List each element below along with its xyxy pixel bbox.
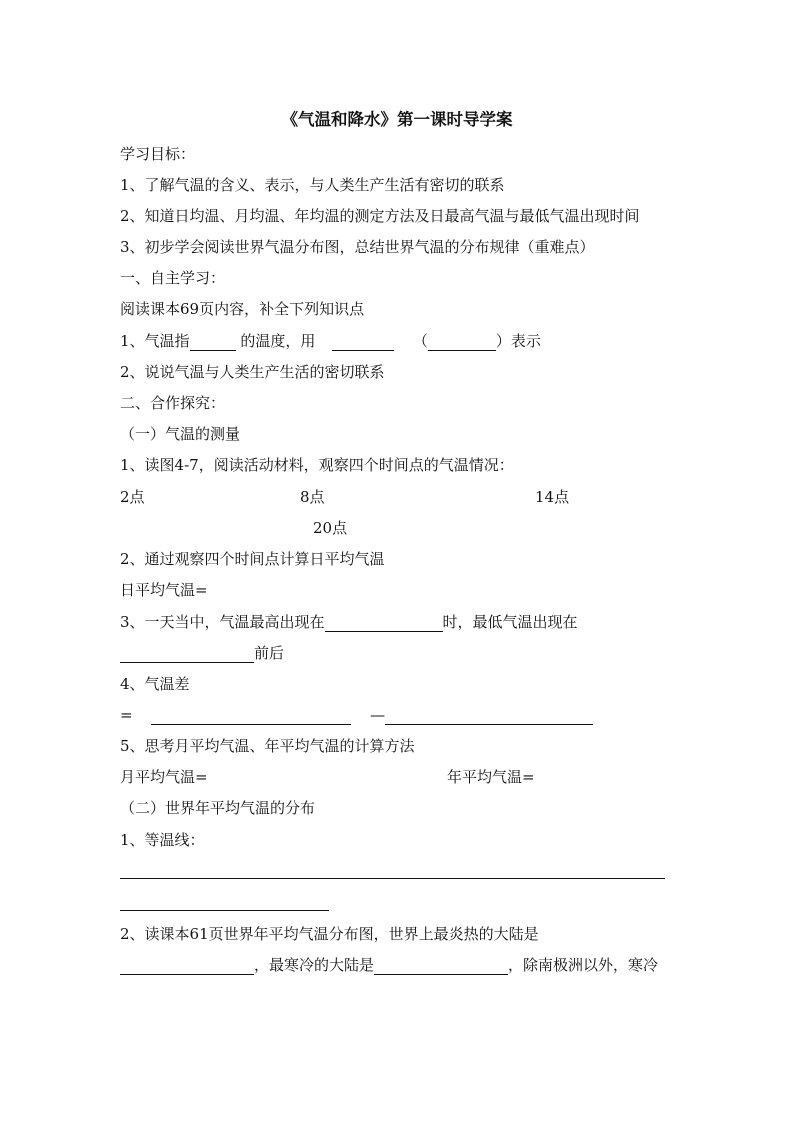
blank-max-temperature[interactable]: [151, 708, 351, 725]
time-8: 8点: [300, 488, 325, 506]
blank-lowest-time[interactable]: [120, 646, 254, 663]
part2-question-1: 1、等温线：: [120, 831, 205, 849]
time-14: 14点: [535, 488, 570, 506]
blank-hottest-continent[interactable]: [120, 958, 254, 975]
equals-sign: =: [120, 706, 133, 724]
temperature-difference-equation: [120, 705, 593, 725]
q1-text-a: 1、气温指: [120, 332, 190, 350]
part2-heading: （二）世界年平均气温的分布: [120, 799, 316, 817]
page-title: 《气温和降水》第一课时导学案: [281, 110, 513, 129]
part1-question-1: 1、读图4-7，阅读活动材料，观察四个时间点的气温情况：: [120, 456, 514, 474]
cooperation-heading: 二、合作探究：: [120, 394, 226, 412]
q1-text-b: 的温度，用: [240, 332, 316, 350]
daily-average-label: 日平均气温=: [120, 581, 208, 599]
answer-line-isotherm-2[interactable]: [120, 910, 329, 911]
goal-2: 2、知道日均温、月均温、年均温的测定方法及日最高气温与最低气温出现时间: [120, 207, 640, 225]
minus-sign: —: [370, 706, 386, 724]
goal-3: 3、初步学会阅读世界气温分布图，总结世界气温的分布规律（重难点）: [120, 238, 595, 256]
q3-text-b: 时，最低气温出现在: [442, 613, 578, 631]
part1-heading: （一）气温的测量: [120, 425, 241, 443]
part1-question-2: 2、通过观察四个时间点计算日平均气温: [120, 550, 385, 568]
time-2: 2点: [120, 488, 145, 506]
blank-min-temperature[interactable]: [385, 708, 593, 725]
blank-unit-symbol[interactable]: [428, 334, 496, 351]
part1-question-3-cont: [120, 643, 284, 663]
self-study-heading: 一、自主学习：: [120, 269, 226, 287]
part1-question-5: 5、思考月平均气温、年平均气温的计算方法: [120, 737, 415, 755]
part2-question-2: 2、读课本61页世界年平均气温分布图，世界上最炎热的大陆是: [120, 925, 539, 943]
self-study-question-2: 2、说说气温与人类生产生活的密切联系: [120, 363, 385, 381]
monthly-average-label: 月平均气温=: [120, 768, 208, 786]
yearly-average-label: 年平均气温=: [447, 768, 535, 786]
answer-line-isotherm-1[interactable]: [120, 878, 665, 879]
goals-heading: 学习目标：: [120, 145, 196, 163]
q2-text-b: ，最寒冷的大陆是: [254, 956, 375, 974]
q3-text-a: 3、一天当中，气温最高出现在: [120, 613, 325, 631]
self-study-intro: 阅读课本69页内容，补全下列知识点: [120, 300, 365, 318]
part1-question-4: 4、气温差: [120, 675, 190, 693]
self-study-question-1: [120, 331, 541, 351]
q1-text-c: （: [412, 332, 428, 350]
goal-1: 1、了解气温的含义、表示，与人类生产生活有密切的联系: [120, 176, 505, 194]
blank-unit-name[interactable]: [332, 334, 394, 351]
blank-air-location[interactable]: [190, 334, 236, 351]
q2-text-c: ，除南极洲以外，寒冷: [508, 956, 659, 974]
blank-highest-time[interactable]: [325, 615, 443, 632]
q1-text-d: ）表示: [495, 332, 541, 350]
q3-text-c: 前后: [254, 644, 285, 662]
time-20: 20点: [313, 519, 348, 537]
blank-coldest-continent[interactable]: [374, 958, 508, 975]
part2-question-2-cont: [120, 955, 658, 975]
part1-question-3: [120, 612, 578, 632]
